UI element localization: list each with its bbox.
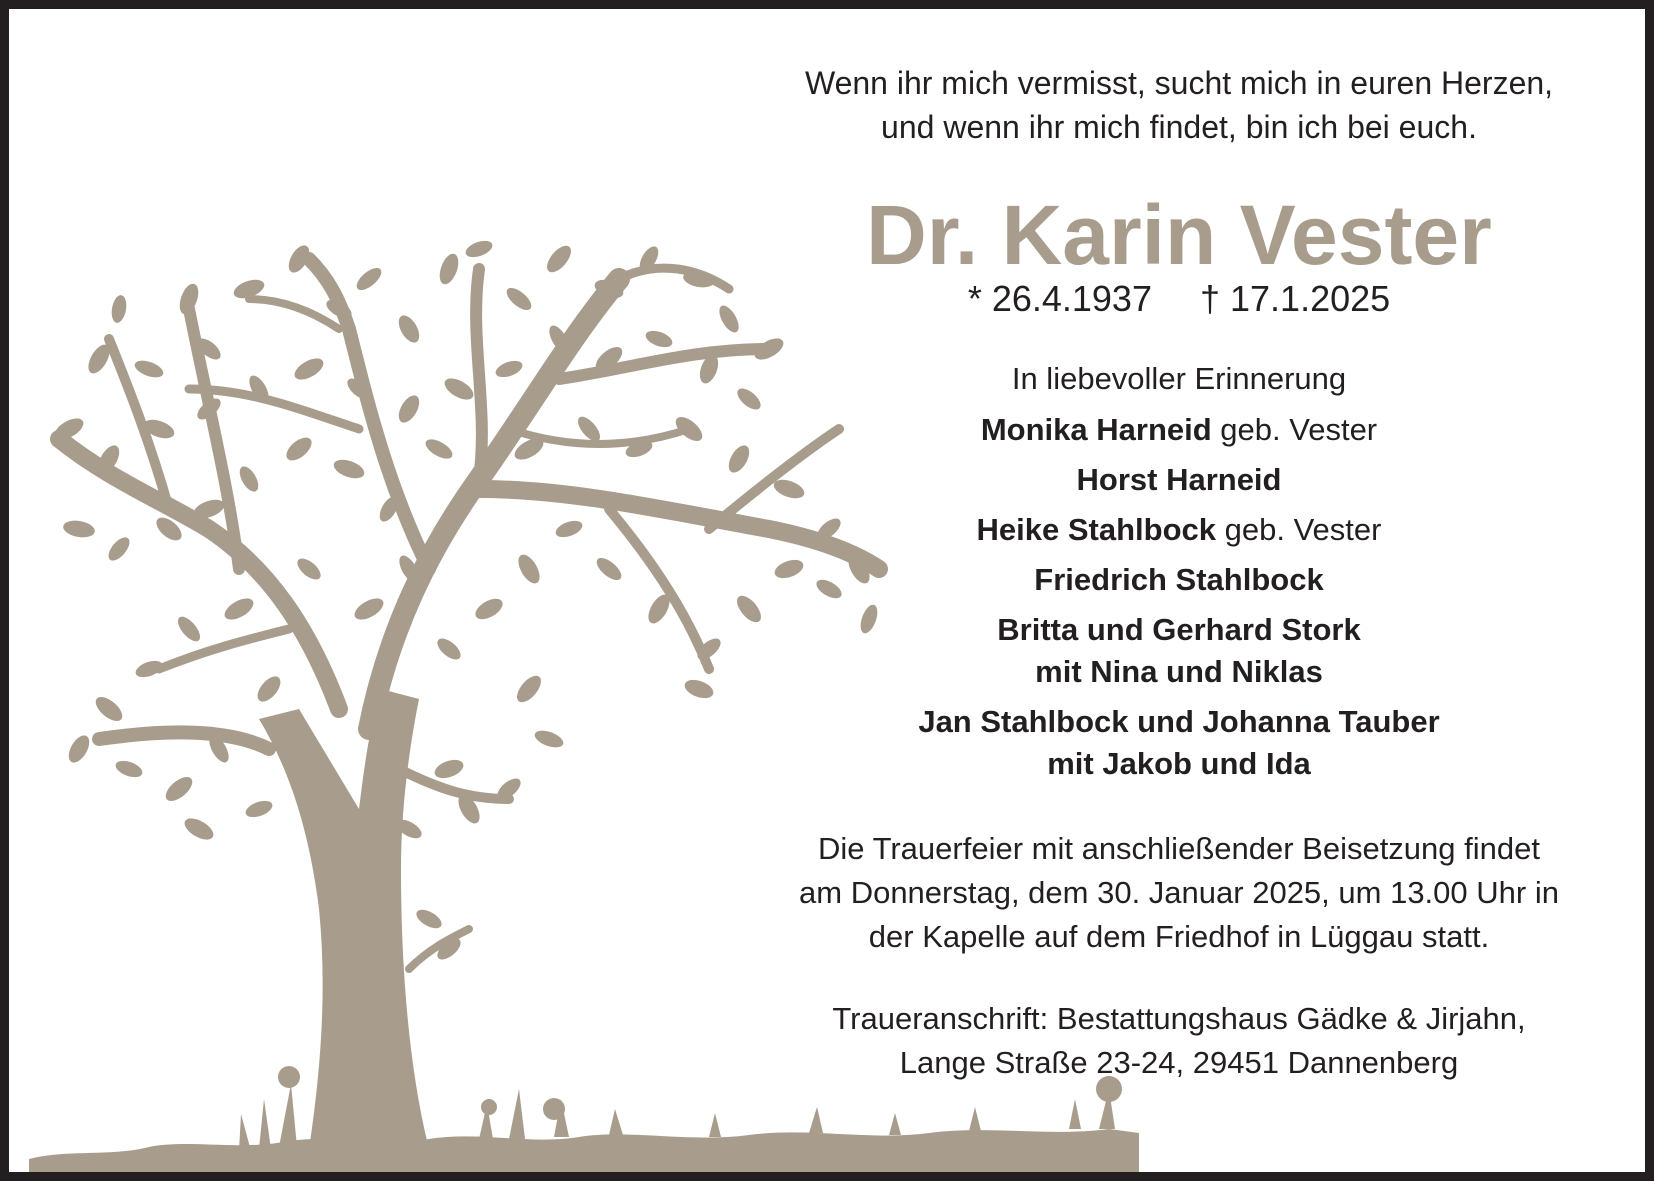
mourner-entry (729, 609, 1629, 693)
mourner-suffix: geb. Vester (1216, 512, 1382, 547)
ceremony-line: am Donnerstag, dem 30. Januar 2025, um 13.00 Uhr in (799, 875, 1559, 910)
memory-line: In liebevoller Erinnerung (1011, 361, 1347, 396)
mourners-list (729, 409, 1629, 793)
ground-grass (29, 1129, 1139, 1181)
mourner-name: Monika Harneid (980, 412, 1212, 447)
mourner-name: Friedrich Stahlbock (1034, 562, 1324, 597)
ceremony-info (729, 827, 1629, 959)
birth-date: * 26.4.1937 (967, 278, 1152, 319)
mourner-name: Heike Stahlbock (976, 512, 1217, 547)
mourning-address (729, 997, 1629, 1085)
deceased-name: Dr. Karin Vester (866, 188, 1492, 282)
mourner-name: Horst Harneid (1076, 462, 1282, 497)
mourner-entry (729, 509, 1629, 551)
mourner-children: mit Nina und Niklas (1035, 654, 1323, 689)
ceremony-line: der Kapelle auf dem Friedhof in Lüggau statt. (868, 919, 1490, 954)
motto-quote (729, 61, 1629, 149)
ceremony-line: Die Trauerfeier mit anschließender Beisetzung findet (818, 831, 1540, 866)
mourner-children: mit Jakob und Ida (1047, 746, 1311, 781)
address-line: Traueranschrift: Bestattungshaus Gädke & Jirjahn, (832, 1001, 1526, 1036)
mourner-name: Britta und Gerhard Stork (997, 612, 1361, 647)
mourner-entry (729, 701, 1629, 785)
motto-line: Wenn ihr mich vermisst, sucht mich in euren Herzen, (804, 65, 1554, 101)
mourner-entry (729, 459, 1629, 501)
mourner-entry (729, 559, 1629, 601)
mourner-entry (729, 409, 1629, 451)
address-line: Lange Straße 23-24, 29451 Dannenberg (899, 1045, 1459, 1080)
motto-line: und wenn ihr mich findet, bin ich bei euch. (881, 109, 1477, 145)
mourner-name: Jan Stahlbock und Johanna Tauber (918, 704, 1440, 739)
life-dates (729, 277, 1629, 321)
mourner-suffix: geb. Vester (1211, 412, 1378, 447)
death-date: † 17.1.2025 (1199, 278, 1391, 319)
